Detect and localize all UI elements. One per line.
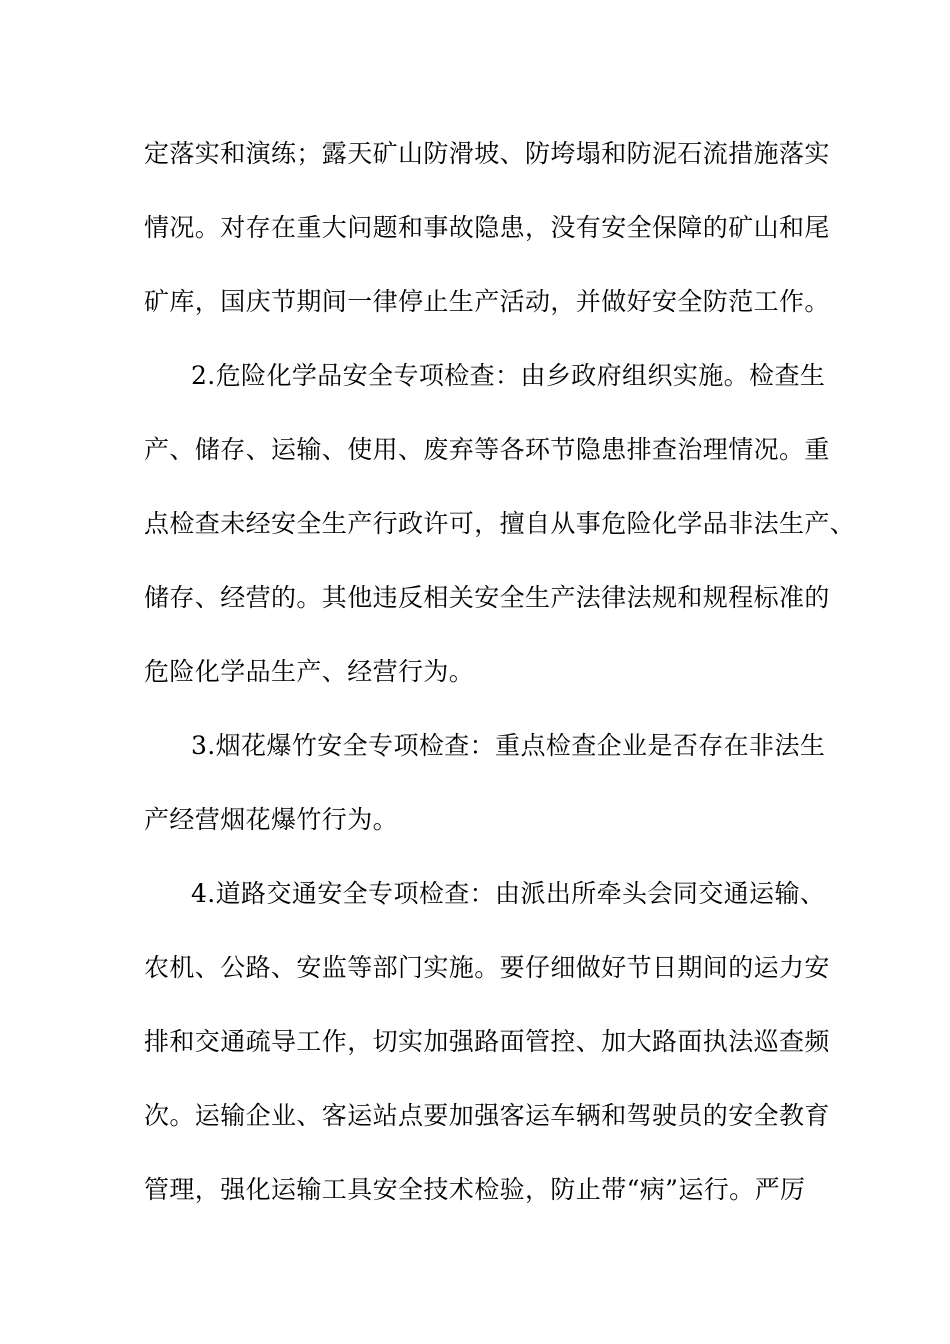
paragraph-line: 情况。对存在重大问题和事故隐患，没有安全保障的矿山和尾 bbox=[144, 213, 830, 242]
paragraph-line: 排和交通疏导工作，切实加强路面管控、加大路面执法巡查频 bbox=[144, 1027, 830, 1056]
paragraph-line: 储存、经营的。其他违反相关安全生产法律法规和规程标准的 bbox=[144, 583, 830, 612]
paragraph-line: 危险化学品生产、经营行为。 bbox=[144, 657, 475, 686]
paragraph-line: 农机、公路、安监等部门实施。要仔细做好节日期间的运力安 bbox=[144, 953, 830, 982]
paragraph-line: 产经营烟花爆竹行为。 bbox=[144, 805, 399, 834]
section-3-heading-line: 3.烟花爆竹安全专项检查：重点检查企业是否存在非法生 bbox=[191, 731, 826, 760]
paragraph-line: 管理，强化运输工具安全技术检验，防止带“病”运行。严厉 bbox=[144, 1175, 806, 1204]
paragraph-line: 次。运输企业、客运站点要加强客运车辆和驾驶员的安全教育 bbox=[144, 1101, 830, 1130]
paragraph-line: 点检查未经安全生产行政许可，擅自从事危险化学品非法生产、 bbox=[144, 509, 856, 538]
paragraph-line: 定落实和演练；露天矿山防滑坡、防垮塌和防泥石流措施落实 bbox=[144, 139, 830, 168]
section-4-heading-line: 4.道路交通安全专项检查：由派出所牵头会同交通运输、 bbox=[191, 879, 826, 908]
paragraph-line: 产、储存、运输、使用、废弃等各环节隐患排查治理情况。重 bbox=[144, 435, 830, 464]
section-2-heading-line: 2.危险化学品安全专项检查：由乡政府组织实施。检查生 bbox=[191, 361, 826, 390]
paragraph-line: 矿库，国庆节期间一律停止生产活动，并做好安全防范工作。 bbox=[144, 287, 830, 316]
